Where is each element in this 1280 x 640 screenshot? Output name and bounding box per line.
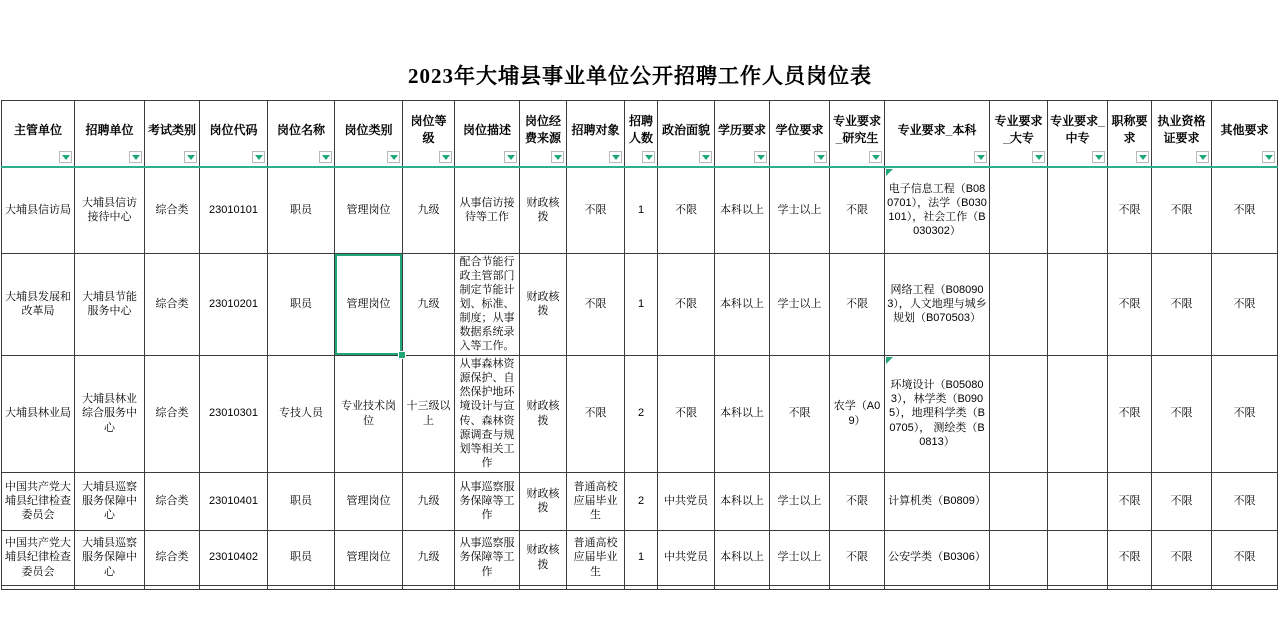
column-header-1[interactable] bbox=[2, 101, 75, 168]
table-row bbox=[2, 472, 1278, 530]
column-header-label: 岗位等级 bbox=[410, 114, 447, 145]
cell-r5c12[interactable]: 中共党员 bbox=[658, 530, 715, 585]
partial-row-cell bbox=[885, 585, 990, 589]
column-header-label: 考试类别 bbox=[147, 122, 196, 137]
cell-r4c6[interactable]: 管理岗位 bbox=[335, 472, 403, 530]
cell-r4c17[interactable] bbox=[990, 472, 1048, 530]
column-header-label: 岗位代码 bbox=[209, 122, 258, 137]
cell-r4c9[interactable]: 财政核拨 bbox=[520, 472, 567, 530]
partial-row-cell bbox=[1048, 585, 1108, 589]
filter-dropdown-button[interactable] bbox=[754, 151, 767, 163]
partial-row-cell bbox=[75, 585, 145, 589]
cell-r3c14[interactable]: 不限 bbox=[770, 355, 830, 472]
cell-r1c10[interactable]: 不限 bbox=[567, 167, 625, 253]
column-header-20[interactable] bbox=[1152, 101, 1212, 168]
partial-row-cell bbox=[770, 585, 830, 589]
filter-dropdown-button[interactable] bbox=[439, 151, 452, 163]
column-header-18[interactable] bbox=[1048, 101, 1108, 168]
column-header-label: 招聘对象 bbox=[571, 122, 620, 137]
page-title: 2023年大埔县事业单位公开招聘工作人员岗位表 bbox=[408, 64, 872, 88]
cell-r3c21[interactable]: 不限 bbox=[1212, 355, 1278, 472]
cell-r1c21[interactable]: 不限 bbox=[1212, 167, 1278, 253]
cell-r4c15[interactable]: 不限 bbox=[830, 472, 885, 530]
column-header-label: 岗位名称 bbox=[276, 122, 325, 137]
cell-r1c4[interactable]: 23010101 bbox=[200, 167, 268, 253]
filter-dropdown-button[interactable] bbox=[814, 151, 827, 163]
column-header-label: 学历要求 bbox=[717, 122, 766, 137]
filter-dropdown-icon bbox=[132, 155, 140, 160]
partial-row-cell bbox=[403, 585, 455, 589]
cell-r1c19[interactable]: 不限 bbox=[1108, 167, 1152, 253]
table-row bbox=[2, 530, 1278, 585]
cell-r3c2[interactable]: 大埔县林业综合服务中心 bbox=[75, 355, 145, 472]
cell-r2c21[interactable]: 不限 bbox=[1212, 253, 1278, 355]
cell-r2c6[interactable]: 管理岗位 bbox=[335, 253, 403, 355]
cell-r1c18[interactable] bbox=[1048, 167, 1108, 253]
cell-r4c18[interactable] bbox=[1048, 472, 1108, 530]
cell-r5c13[interactable]: 本科以上 bbox=[715, 530, 770, 585]
filter-dropdown-icon bbox=[645, 155, 653, 160]
column-header-13[interactable] bbox=[715, 101, 770, 168]
filter-dropdown-icon bbox=[322, 155, 330, 160]
cell-r1c5[interactable]: 职员 bbox=[268, 167, 335, 253]
cell-r3c19[interactable]: 不限 bbox=[1108, 355, 1152, 472]
cell-r4c3[interactable]: 综合类 bbox=[145, 472, 200, 530]
cell-r4c16[interactable]: 计算机类（B0809） bbox=[885, 472, 990, 530]
partial-row-cell bbox=[625, 585, 658, 589]
partial-row-cell bbox=[145, 585, 200, 589]
cell-r1c14[interactable]: 学士以上 bbox=[770, 167, 830, 253]
cell-r5c21[interactable]: 不限 bbox=[1212, 530, 1278, 585]
cell-r5c3[interactable]: 综合类 bbox=[145, 530, 200, 585]
cell-r4c2[interactable]: 大埔县巡察服务保障中心 bbox=[75, 472, 145, 530]
cell-r3c17[interactable] bbox=[990, 355, 1048, 472]
cell-r5c2[interactable]: 大埔县巡察服务保障中心 bbox=[75, 530, 145, 585]
partial-row-cell bbox=[455, 585, 520, 589]
cell-r3c8[interactable]: 从事森林资源保护、自然保护地环境设计与宣传、森林资源调查与规划等相关工作 bbox=[455, 355, 520, 472]
table-row bbox=[2, 355, 1278, 472]
cell-r4c13[interactable]: 本科以上 bbox=[715, 472, 770, 530]
filter-dropdown-icon bbox=[507, 155, 515, 160]
cell-r1c20[interactable]: 不限 bbox=[1152, 167, 1212, 253]
cell-r4c10[interactable]: 普通高校应届毕业生 bbox=[567, 472, 625, 530]
cell-r2c4[interactable]: 23010201 bbox=[200, 253, 268, 355]
cell-r3c12[interactable]: 不限 bbox=[658, 355, 715, 472]
column-header-6[interactable] bbox=[335, 101, 403, 168]
filter-dropdown-icon bbox=[1095, 155, 1103, 160]
table-header bbox=[2, 101, 1278, 168]
cell-r5c19[interactable]: 不限 bbox=[1108, 530, 1152, 585]
cell-r5c18[interactable] bbox=[1048, 530, 1108, 585]
cell-r5c9[interactable]: 财政核拨 bbox=[520, 530, 567, 585]
cell-r4c19[interactable]: 不限 bbox=[1108, 472, 1152, 530]
cell-r1c15[interactable]: 不限 bbox=[830, 167, 885, 253]
cell-r3c20[interactable]: 不限 bbox=[1152, 355, 1212, 472]
cell-r4c21[interactable]: 不限 bbox=[1212, 472, 1278, 530]
column-header-label: 专业要求_大专 bbox=[994, 114, 1043, 145]
column-header-14[interactable] bbox=[770, 101, 830, 168]
cell-r2c1[interactable]: 大埔县发展和改革局 bbox=[2, 253, 75, 355]
column-header-label: 专业要求_本科 bbox=[897, 122, 977, 137]
cell-r3c9[interactable]: 财政核拨 bbox=[520, 355, 567, 472]
partial-row-cell bbox=[990, 585, 1048, 589]
filter-dropdown-button[interactable] bbox=[699, 151, 712, 163]
column-header-label: 专业要求_中专 bbox=[1050, 114, 1105, 145]
cell-r5c4[interactable]: 23010402 bbox=[200, 530, 268, 585]
cell-r4c8[interactable]: 从事巡察服务保障等工作 bbox=[455, 472, 520, 530]
partial-row-cell bbox=[567, 585, 625, 589]
column-header-label: 岗位描述 bbox=[462, 122, 511, 137]
cell-r3c18[interactable] bbox=[1048, 355, 1108, 472]
cell-r3c16[interactable]: 环境设计（B050803），林学类（B0905），地理科学类（B0705）， 测绘类（B0813） bbox=[885, 355, 990, 472]
filter-dropdown-button[interactable] bbox=[1136, 151, 1149, 163]
cell-r2c5[interactable]: 职员 bbox=[268, 253, 335, 355]
filter-dropdown-button[interactable] bbox=[252, 151, 265, 163]
filter-dropdown-icon bbox=[1199, 155, 1207, 160]
cell-r4c14[interactable]: 学士以上 bbox=[770, 472, 830, 530]
cell-r1c11[interactable]: 1 bbox=[625, 167, 658, 253]
header-row bbox=[2, 101, 1278, 168]
cell-r4c12[interactable]: 中共党员 bbox=[658, 472, 715, 530]
column-header-label: 学位要求 bbox=[775, 122, 824, 137]
cell-r4c20[interactable]: 不限 bbox=[1152, 472, 1212, 530]
cell-r2c12[interactable]: 不限 bbox=[658, 253, 715, 355]
cell-r3c7[interactable]: 十三级以上 bbox=[403, 355, 455, 472]
column-header-8[interactable] bbox=[455, 101, 520, 168]
column-header-16[interactable] bbox=[885, 101, 990, 168]
cell-r2c7[interactable]: 九级 bbox=[403, 253, 455, 355]
column-header-label: 招聘单位 bbox=[85, 122, 134, 137]
column-header-label: 招聘人数 bbox=[628, 114, 653, 145]
cell-r1c6[interactable]: 管理岗位 bbox=[335, 167, 403, 253]
cell-r3c5[interactable]: 专技人员 bbox=[268, 355, 335, 472]
column-header-label: 岗位经费来源 bbox=[524, 114, 561, 145]
cell-r4c11[interactable]: 2 bbox=[625, 472, 658, 530]
column-header-label: 职称要求 bbox=[1111, 114, 1148, 145]
cell-r2c19[interactable]: 不限 bbox=[1108, 253, 1152, 355]
partial-row-cell bbox=[200, 585, 268, 589]
cell-r5c15[interactable]: 不限 bbox=[830, 530, 885, 585]
filter-dropdown-button[interactable] bbox=[1092, 151, 1105, 163]
filter-dropdown-icon bbox=[442, 155, 450, 160]
partial-row-cell bbox=[520, 585, 567, 589]
column-header-9[interactable] bbox=[520, 101, 567, 168]
filter-dropdown-icon bbox=[255, 155, 263, 160]
partial-row-cell bbox=[1108, 585, 1152, 589]
filter-dropdown-button[interactable] bbox=[551, 151, 564, 163]
cell-r5c1[interactable]: 中国共产党大埔县纪律检查委员会 bbox=[2, 530, 75, 585]
partial-row-cell bbox=[335, 585, 403, 589]
table-body bbox=[2, 167, 1278, 589]
cell-r4c4[interactable]: 23010401 bbox=[200, 472, 268, 530]
filter-dropdown-button[interactable] bbox=[1032, 151, 1045, 163]
column-header-2[interactable] bbox=[75, 101, 145, 168]
column-header-17[interactable] bbox=[990, 101, 1048, 168]
cell-r5c5[interactable]: 职员 bbox=[268, 530, 335, 585]
cell-r3c13[interactable]: 本科以上 bbox=[715, 355, 770, 472]
cell-r1c8[interactable]: 从事信访接待等工作 bbox=[455, 167, 520, 253]
cell-r1c12[interactable]: 不限 bbox=[658, 167, 715, 253]
column-header-label: 岗位类别 bbox=[344, 122, 393, 137]
column-header-5[interactable] bbox=[268, 101, 335, 168]
filter-dropdown-icon bbox=[977, 155, 985, 160]
cell-r5c10[interactable]: 普通高校应届毕业生 bbox=[567, 530, 625, 585]
column-header-19[interactable] bbox=[1108, 101, 1152, 168]
cell-r2c10[interactable]: 不限 bbox=[567, 253, 625, 355]
partial-row bbox=[2, 585, 1278, 589]
filter-dropdown-button[interactable] bbox=[59, 151, 72, 163]
column-header-label: 主管单位 bbox=[13, 122, 62, 137]
partial-row-cell bbox=[715, 585, 770, 589]
column-header-10[interactable] bbox=[567, 101, 625, 168]
column-header-3[interactable] bbox=[145, 101, 200, 168]
filter-dropdown-button[interactable] bbox=[609, 151, 622, 163]
column-header-21[interactable] bbox=[1212, 101, 1278, 168]
cell-r1c1[interactable]: 大埔县信访局 bbox=[2, 167, 75, 253]
cell-r5c16[interactable]: 公安学类（B0306） bbox=[885, 530, 990, 585]
filter-dropdown-icon bbox=[1265, 155, 1273, 160]
cell-r3c3[interactable]: 综合类 bbox=[145, 355, 200, 472]
filter-dropdown-icon bbox=[1035, 155, 1043, 160]
filter-dropdown-button[interactable] bbox=[387, 151, 400, 163]
cell-r2c14[interactable]: 学士以上 bbox=[770, 253, 830, 355]
cell-r2c15[interactable]: 不限 bbox=[830, 253, 885, 355]
cell-r3c4[interactable]: 23010301 bbox=[200, 355, 268, 472]
cell-r1c16[interactable]: 电子信息工程（B080701），法学（B030101），社会工作（B030302） bbox=[885, 167, 990, 253]
filter-dropdown-icon bbox=[702, 155, 710, 160]
cell-r2c16[interactable]: 网络工程（B080903），人文地理与城乡规划（B070503） bbox=[885, 253, 990, 355]
filter-dropdown-button[interactable] bbox=[504, 151, 517, 163]
cell-r5c11[interactable]: 1 bbox=[625, 530, 658, 585]
cell-r5c8[interactable]: 从事巡察服务保障等工作 bbox=[455, 530, 520, 585]
column-header-4[interactable] bbox=[200, 101, 268, 168]
cell-r5c7[interactable]: 九级 bbox=[403, 530, 455, 585]
cell-r3c11[interactable]: 2 bbox=[625, 355, 658, 472]
cell-r1c7[interactable]: 九级 bbox=[403, 167, 455, 253]
partial-row-cell bbox=[1152, 585, 1212, 589]
column-header-7[interactable] bbox=[403, 101, 455, 168]
column-header-15[interactable] bbox=[830, 101, 885, 168]
cell-r2c13[interactable]: 本科以上 bbox=[715, 253, 770, 355]
filter-dropdown-button[interactable] bbox=[1262, 151, 1275, 163]
column-header-12[interactable] bbox=[658, 101, 715, 168]
positions-table bbox=[1, 100, 1278, 590]
cell-r2c17[interactable] bbox=[990, 253, 1048, 355]
filter-dropdown-icon bbox=[62, 155, 70, 160]
cell-r2c9[interactable]: 财政核拨 bbox=[520, 253, 567, 355]
cell-r5c6[interactable]: 管理岗位 bbox=[335, 530, 403, 585]
partial-row-cell bbox=[830, 585, 885, 589]
cell-r2c3[interactable]: 综合类 bbox=[145, 253, 200, 355]
filter-dropdown-button[interactable] bbox=[869, 151, 882, 163]
filter-dropdown-button[interactable] bbox=[184, 151, 197, 163]
filter-dropdown-icon bbox=[757, 155, 765, 160]
column-header-11[interactable] bbox=[625, 101, 658, 168]
filter-dropdown-icon bbox=[554, 155, 562, 160]
filter-dropdown-button[interactable] bbox=[129, 151, 142, 163]
cell-r5c14[interactable]: 学士以上 bbox=[770, 530, 830, 585]
cell-r1c13[interactable]: 本科以上 bbox=[715, 167, 770, 253]
filter-dropdown-button[interactable] bbox=[319, 151, 332, 163]
cell-r2c18[interactable] bbox=[1048, 253, 1108, 355]
filter-dropdown-button[interactable] bbox=[974, 151, 987, 163]
cell-r4c1[interactable]: 中国共产党大埔县纪律检查委员会 bbox=[2, 472, 75, 530]
cell-r4c5[interactable]: 职员 bbox=[268, 472, 335, 530]
column-header-label: 专业要求_研究生 bbox=[832, 114, 881, 145]
cell-r3c15[interactable]: 农学（A09） bbox=[830, 355, 885, 472]
cell-r2c11[interactable]: 1 bbox=[625, 253, 658, 355]
cell-r5c20[interactable]: 不限 bbox=[1152, 530, 1212, 585]
filter-dropdown-button[interactable] bbox=[642, 151, 655, 163]
column-header-label: 其他要求 bbox=[1220, 122, 1269, 137]
partial-row-cell bbox=[268, 585, 335, 589]
filter-dropdown-icon bbox=[817, 155, 825, 160]
column-header-label: 执业资格证要求 bbox=[1157, 114, 1206, 145]
filter-dropdown-button[interactable] bbox=[1196, 151, 1209, 163]
cell-r5c17[interactable] bbox=[990, 530, 1048, 585]
table-row bbox=[2, 167, 1278, 253]
cell-r1c2[interactable]: 大埔县信访接待中心 bbox=[75, 167, 145, 253]
cell-r4c7[interactable]: 九级 bbox=[403, 472, 455, 530]
filter-dropdown-icon bbox=[612, 155, 620, 160]
cell-r1c3[interactable]: 综合类 bbox=[145, 167, 200, 253]
cell-r1c17[interactable] bbox=[990, 167, 1048, 253]
cell-r3c6[interactable]: 专业技术岗位 bbox=[335, 355, 403, 472]
cell-r2c8[interactable]: 配合节能行政主管部门制定节能计划、标准、制度；从事数据系统录入等工作。 bbox=[455, 253, 520, 355]
filter-dropdown-icon bbox=[187, 155, 195, 160]
partial-row-cell bbox=[1212, 585, 1278, 589]
cell-r1c9[interactable]: 财政核拨 bbox=[520, 167, 567, 253]
partial-row-cell bbox=[2, 585, 75, 589]
table-row bbox=[2, 253, 1278, 355]
filter-dropdown-icon bbox=[390, 155, 398, 160]
cell-r2c2[interactable]: 大埔县节能服务中心 bbox=[75, 253, 145, 355]
filter-dropdown-icon bbox=[872, 155, 880, 160]
column-header-label: 政治面貌 bbox=[661, 122, 710, 137]
partial-row-cell bbox=[658, 585, 715, 589]
cell-r2c20[interactable]: 不限 bbox=[1152, 253, 1212, 355]
cell-r3c10[interactable]: 不限 bbox=[567, 355, 625, 472]
filter-dropdown-icon bbox=[1139, 155, 1147, 160]
cell-r3c1[interactable]: 大埔县林业局 bbox=[2, 355, 75, 472]
